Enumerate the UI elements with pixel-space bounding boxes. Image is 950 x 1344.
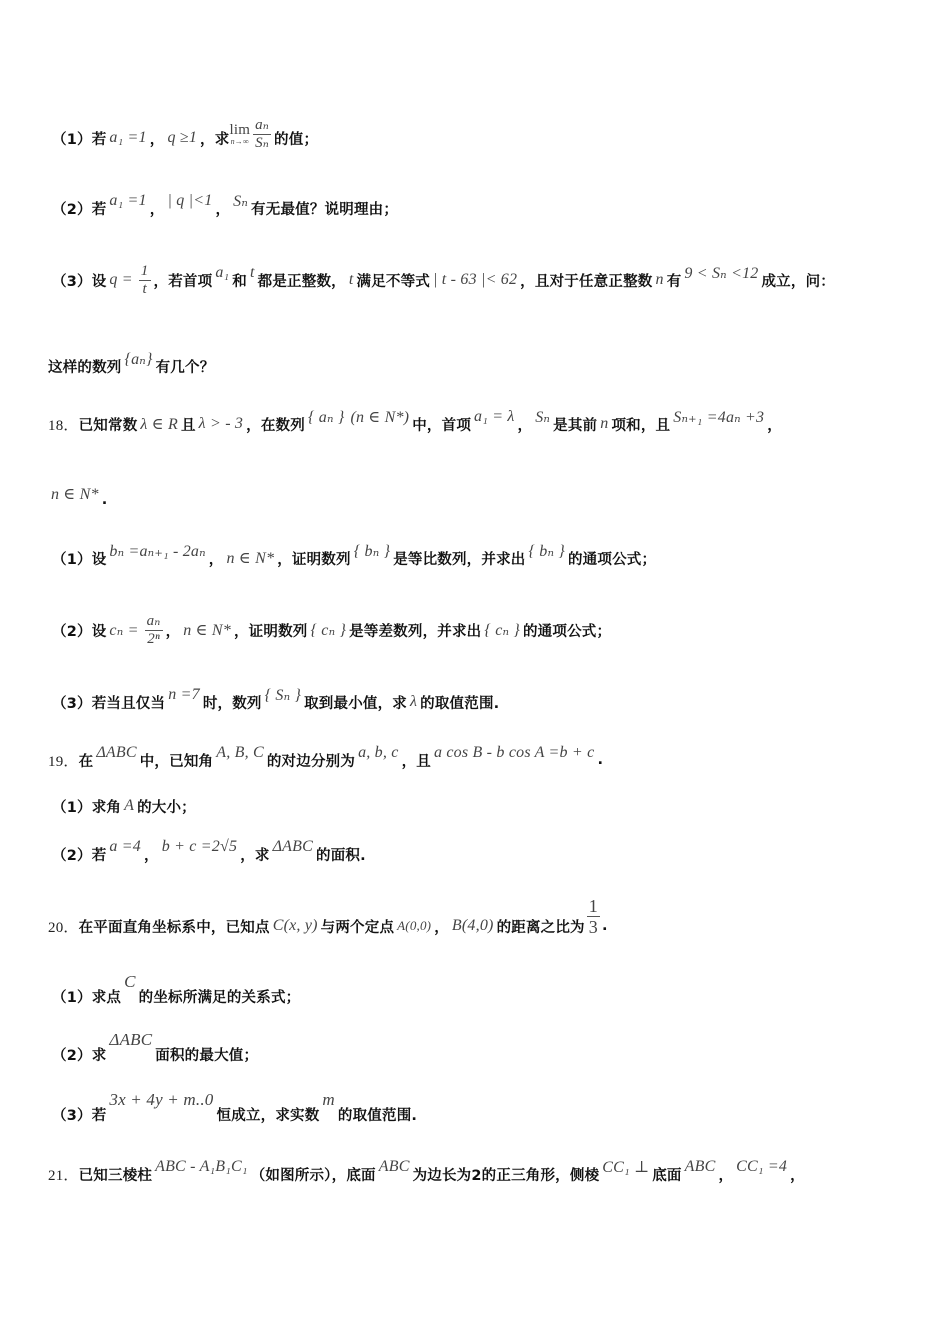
text: 成立，问： xyxy=(761,273,835,290)
text: 的值； xyxy=(274,131,319,148)
punct: ， xyxy=(208,551,224,568)
part-label: （1）求角 xyxy=(52,799,122,816)
question-number: 18． xyxy=(48,417,79,434)
text: 在 xyxy=(78,753,94,770)
q18-part1 xyxy=(52,538,910,578)
math-expr: bₙ =aₙ₊₁ - 2aₙ xyxy=(109,543,206,560)
math-expr: q = xyxy=(109,271,133,288)
math-expr: Sₙ₊₁ =4aₙ +3 xyxy=(673,409,765,426)
punct: . xyxy=(601,918,608,934)
text: 底面 xyxy=(652,1167,682,1184)
math-expr: n ∈ N* xyxy=(183,622,231,639)
part-label: （2）求 xyxy=(52,1047,107,1064)
part-label: （3）若当且仅当 xyxy=(52,695,166,712)
math-expr: B(4,0) xyxy=(451,917,494,934)
text: 项和，且 xyxy=(611,417,671,434)
text: 的大小； xyxy=(137,799,196,816)
part-label: （2）设 xyxy=(52,623,107,640)
text: ，且对于任意正整数 xyxy=(520,273,653,290)
math-expr: A(0,0) xyxy=(397,918,432,933)
text: 的面积. xyxy=(316,847,366,864)
text: 的通项公式； xyxy=(567,551,657,568)
math-expr: C xyxy=(124,972,136,991)
math-expr: C(x, y) xyxy=(272,917,318,934)
text: 恒成立，求实数 xyxy=(216,1107,320,1124)
math-expr: a₁ =1 xyxy=(109,129,147,146)
math-expr: t xyxy=(348,271,354,288)
math-expr: { Sₙ } xyxy=(264,687,302,704)
math-expr: CC₁ ⊥ xyxy=(602,1159,650,1176)
math-expr: { cₙ } xyxy=(484,622,520,639)
punct: ， xyxy=(767,417,782,434)
question-number: 20． xyxy=(48,919,79,936)
text: 时，数列 xyxy=(202,695,262,712)
part-label: （2）若 xyxy=(52,201,107,218)
q17-part1 xyxy=(52,118,910,158)
numerator: aₙ xyxy=(255,116,270,133)
math-expr: { aₙ } xyxy=(307,409,345,426)
denominator: Sₙ xyxy=(255,134,270,151)
math-expr: n ∈ N* xyxy=(226,550,275,567)
text: 面积的最大值； xyxy=(155,1047,259,1064)
text: 与两个定点 xyxy=(320,919,395,936)
punct: ， xyxy=(718,1167,734,1184)
text: 在平面直角坐标系中，已知点 xyxy=(78,919,270,936)
math-expr: n xyxy=(655,271,664,288)
text: 的通项公式； xyxy=(522,623,612,640)
part-label: （1）求点 xyxy=(52,989,122,1006)
math-expr: | q |<1 xyxy=(167,192,213,209)
part-label: （1）设 xyxy=(52,551,107,568)
part-label: （2）若 xyxy=(52,847,107,864)
fraction xyxy=(139,263,151,298)
math-expr: λ xyxy=(410,693,418,710)
math-expr: a₁ xyxy=(215,264,230,281)
math-expr: (n ∈ N*) xyxy=(350,409,410,426)
math-expr: a cos B - b cos A =b + c xyxy=(433,744,595,761)
math-expr: q ≥1 xyxy=(167,129,198,146)
text: ，且 xyxy=(401,753,431,770)
math-expr: {aₙ} xyxy=(124,351,153,368)
text: 都是正整数， xyxy=(257,273,346,290)
math-expr: m xyxy=(322,1090,335,1109)
q18-part3 xyxy=(52,682,910,722)
numerator: aₙ xyxy=(146,612,161,629)
q17-part3 xyxy=(52,260,910,300)
math-expr: ΔABC xyxy=(96,744,137,761)
text: 是其前 xyxy=(553,417,598,434)
punct: ， xyxy=(149,201,165,218)
part-label: （1）若 xyxy=(52,131,107,148)
limit-expr xyxy=(229,117,274,152)
denominator: 3 xyxy=(588,916,598,937)
math-expr: a, b, c xyxy=(358,744,399,761)
question-number: 19． xyxy=(48,753,79,770)
punct: ， xyxy=(165,623,181,640)
denominator: 2ⁿ xyxy=(147,630,160,647)
math-expr: 9 < Sₙ <12 xyxy=(684,265,759,282)
text: 的取值范围. xyxy=(337,1107,418,1124)
math-expr: a₁ = λ xyxy=(474,408,515,425)
q18-stem-cont xyxy=(48,474,910,514)
text: 满足不等式 xyxy=(356,273,430,290)
text: 的距离之比为 xyxy=(496,919,585,936)
q19-stem xyxy=(48,740,910,780)
math-expr: ABC - A₁B₁C₁ xyxy=(155,1158,248,1175)
text: ，若首项 xyxy=(153,273,213,290)
math-expr: { cₙ } xyxy=(310,622,347,639)
q19-part1 xyxy=(52,786,910,826)
math-expr: cₙ = xyxy=(109,622,139,639)
text: 为边长为2的正三角形，侧棱 xyxy=(412,1167,600,1184)
punct: . xyxy=(101,492,108,508)
text: ，求 xyxy=(200,131,230,148)
math-expr: n =7 xyxy=(168,686,200,703)
text: 已知三棱柱 xyxy=(78,1167,153,1184)
text: 是等比数列，并求出 xyxy=(393,551,526,568)
math-expr: a₁ =1 xyxy=(109,192,147,209)
text: 的坐标所满足的关系式； xyxy=(138,989,301,1006)
math-expr: λ > - 3 xyxy=(198,415,244,432)
math-expr: b + c =2√5 xyxy=(161,838,238,855)
text: 已知常数 xyxy=(78,417,138,434)
math-expr: A xyxy=(124,797,135,814)
math-expr: ΔABC xyxy=(272,838,314,855)
text: 且 xyxy=(180,417,196,434)
text: （如图所示），底面 xyxy=(250,1167,376,1184)
numerator: 1 xyxy=(140,262,149,279)
math-expr: A, B, C xyxy=(216,744,264,761)
fraction xyxy=(145,613,163,648)
q21-stem xyxy=(48,1154,910,1194)
text: 和 xyxy=(232,273,247,290)
punct: ， xyxy=(149,131,165,148)
q20-part1 xyxy=(52,972,910,1016)
math-expr: ABC xyxy=(378,1158,410,1175)
punct: ， xyxy=(790,1167,805,1184)
math-expr: { bₙ } xyxy=(528,543,565,560)
part-label: （3）若 xyxy=(52,1107,107,1124)
q17-part3-cont xyxy=(48,346,910,386)
text: 中，已知角 xyxy=(139,753,214,770)
text: 取到最小值，求 xyxy=(304,695,408,712)
punct: ， xyxy=(215,201,231,218)
text: 有 xyxy=(666,273,682,290)
math-expr: ABC xyxy=(684,1158,716,1175)
math-expr: 3x + 4y + m..0 xyxy=(109,1090,214,1109)
punct: ， xyxy=(517,417,533,434)
q18-stem xyxy=(48,404,910,444)
q18-part2 xyxy=(52,610,910,650)
question-number: 21． xyxy=(48,1167,79,1184)
math-expr: n ∈ N* xyxy=(51,486,99,503)
lim-word: lim xyxy=(229,121,251,138)
text: ，证明数列 xyxy=(233,623,308,640)
text: 的对边分别为 xyxy=(266,753,356,770)
punct: ， xyxy=(144,847,159,864)
math-expr: CC₁ =4 xyxy=(736,1158,788,1175)
q19-part2 xyxy=(52,834,910,874)
fraction xyxy=(587,896,600,937)
text: ，求 xyxy=(240,847,270,864)
math-expr: λ ∈ R xyxy=(140,416,178,433)
fraction xyxy=(253,117,271,152)
q20-part2 xyxy=(52,1030,910,1074)
text: 是等差数列，并求出 xyxy=(349,623,482,640)
math-expr: Sₙ xyxy=(233,193,249,210)
math-expr: a =4 xyxy=(109,838,141,855)
math-expr: ΔABC xyxy=(109,1030,153,1049)
q20-part3 xyxy=(52,1090,910,1134)
text: 有几个？ xyxy=(155,359,215,376)
lim-sub: n→∞ xyxy=(230,136,249,146)
math-expr: t xyxy=(249,264,255,281)
denominator: t xyxy=(142,280,147,297)
part-label: （3）设 xyxy=(52,273,107,290)
limit-op xyxy=(229,123,250,146)
text: ，在数列 xyxy=(246,417,305,434)
math-expr: | t - 63 |< 62 xyxy=(433,271,518,288)
numerator: 1 xyxy=(588,895,598,916)
text: ，证明数列 xyxy=(277,551,351,568)
text: 的取值范围. xyxy=(420,695,500,712)
text: 中，首项 xyxy=(412,417,472,434)
punct: ， xyxy=(434,919,449,936)
math-expr: n xyxy=(600,415,609,432)
q20-stem xyxy=(48,895,910,946)
text: 有无最值？说明理由； xyxy=(251,201,399,218)
math-expr: Sₙ xyxy=(535,409,551,426)
punct: . xyxy=(597,752,604,768)
q17-part2 xyxy=(52,188,910,228)
text: 这样的数列 xyxy=(48,359,122,376)
math-expr: { bₙ } xyxy=(353,543,391,560)
